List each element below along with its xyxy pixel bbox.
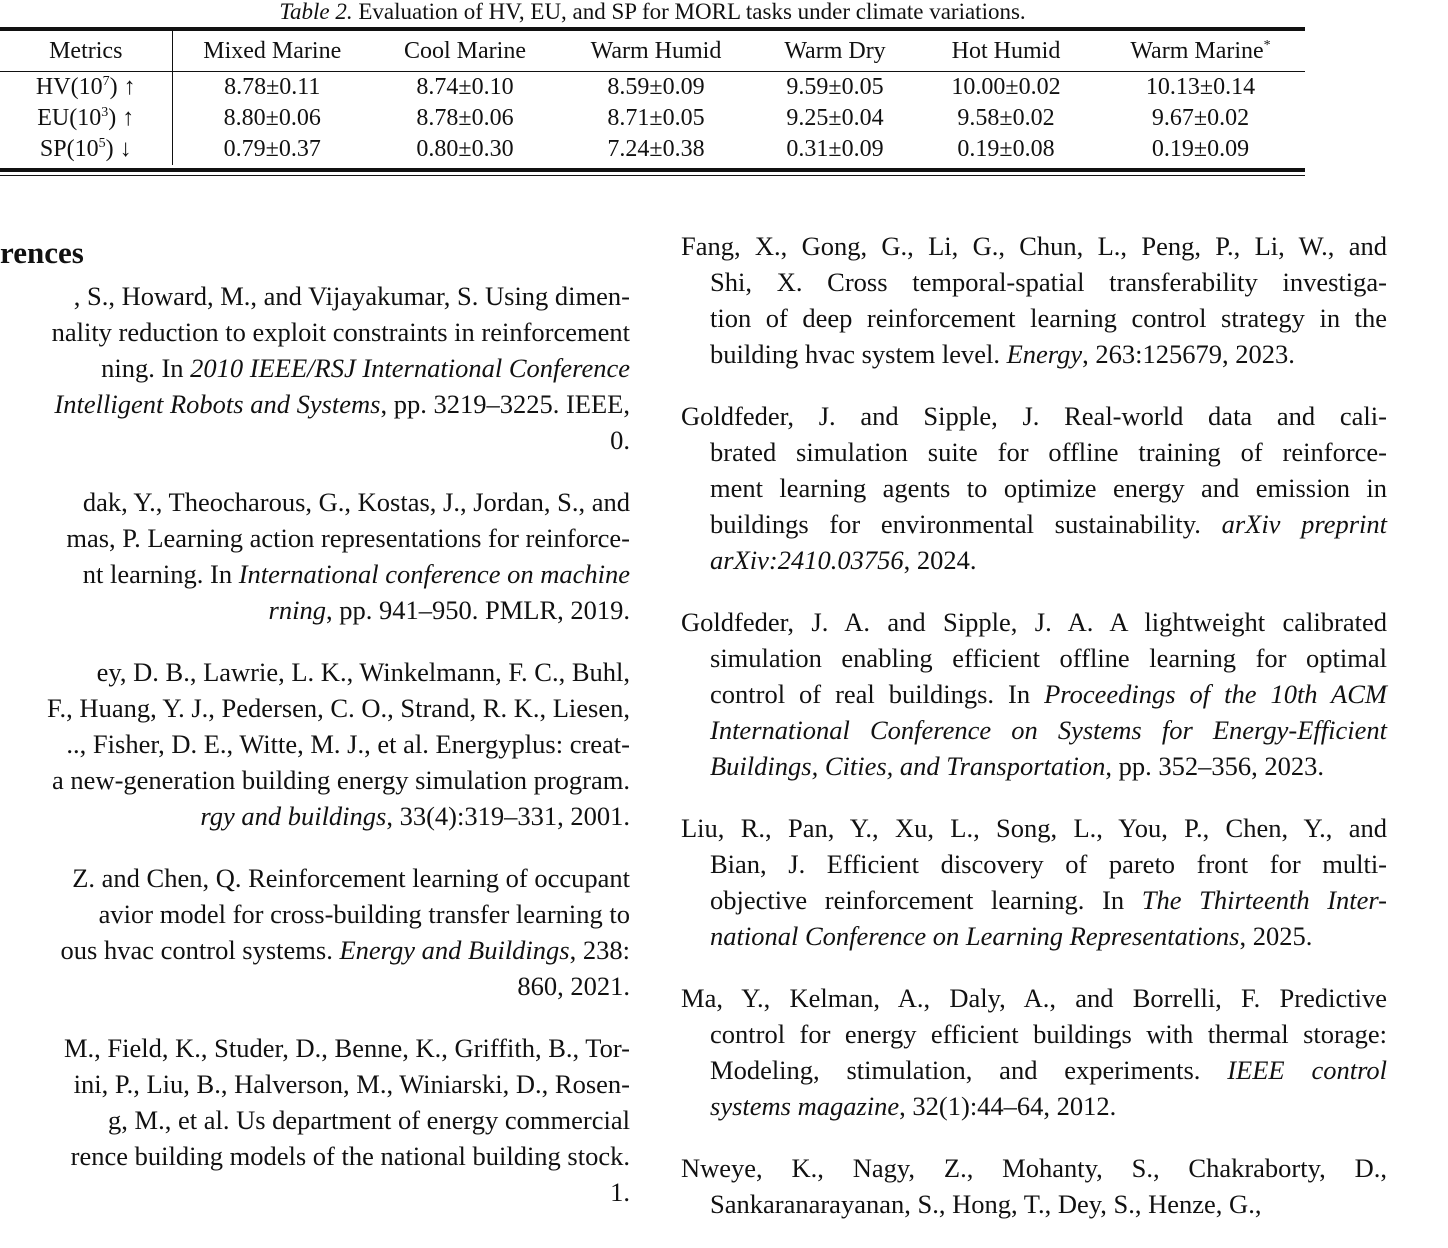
reference-entry xyxy=(0,278,630,458)
reference-line xyxy=(681,748,1387,784)
table-caption-label: Table 2. xyxy=(279,0,353,24)
reference-line xyxy=(0,798,630,834)
reference-line xyxy=(0,932,630,968)
reference-text: , 2025. xyxy=(1239,921,1313,951)
reference-text: ment learning agents to optimize energy and emission in xyxy=(710,473,1387,503)
reference-line xyxy=(681,882,1387,918)
header-cell: Warm Humid xyxy=(590,37,722,64)
reference-text: , 263:125679, 2023. xyxy=(1082,339,1295,369)
reference-line xyxy=(0,278,630,314)
reference-text: Bian, J. Efficient discovery of pareto front for multi- xyxy=(710,849,1387,879)
reference-line xyxy=(681,1088,1387,1124)
value-cell: 8.59±0.09 xyxy=(607,74,705,100)
reference-line xyxy=(681,846,1387,882)
reference-text: F., Huang, Y. J., Pedersen, C. O., Strand, R. K., Liesen, xyxy=(46,693,630,723)
reference-line xyxy=(681,470,1387,506)
references-right-column xyxy=(681,228,1387,1248)
reference-line xyxy=(681,1186,1387,1222)
reference-venue: arXiv:2410.03756 xyxy=(710,545,904,575)
reference-line xyxy=(0,1030,630,1066)
reference-venue: International Conference on Systems for Energy-Efficient xyxy=(710,715,1387,745)
right-reference-list xyxy=(681,228,1387,1222)
metric-direction: ) ↑ xyxy=(109,74,136,100)
reference-text: Modeling, stimulation, and experiments. xyxy=(710,1055,1228,1085)
reference-entry xyxy=(0,484,630,628)
reference-text: a new-generation building energy simulation program. xyxy=(52,765,630,795)
table-body xyxy=(0,72,1305,166)
reference-text: Z. and Chen, Q. Reinforcement learning of occupant xyxy=(72,863,630,893)
results-table-container xyxy=(0,27,1305,176)
reference-text: objective reinforcement learning. In xyxy=(710,885,1142,915)
reference-text: Ma, Y., Kelman, A., Daly, A., and Borrelli, F. Predictive xyxy=(681,983,1387,1013)
reference-text: nt learning. In xyxy=(82,559,239,589)
reference-text: Shi, X. Cross temporal-spatial transferability investiga- xyxy=(710,267,1387,297)
reference-entry xyxy=(681,604,1387,784)
table-caption-text: Evaluation of HV, EU, and SP for MORL tasks under climate variations. xyxy=(352,0,1026,24)
reference-line xyxy=(681,228,1387,264)
reference-text: simulation enabling efficient offline learning for optimal xyxy=(710,643,1387,673)
reference-text: 1. xyxy=(610,1177,630,1207)
metric-direction: ) ↓ xyxy=(105,136,132,162)
reference-venue: systems magazine xyxy=(710,1091,900,1121)
asterisk-marker: * xyxy=(1263,37,1271,53)
table-bottom-rule-2 xyxy=(0,175,1305,176)
reference-venue: The Thirteenth Inter- xyxy=(1141,885,1388,915)
header-cell: Cool Marine xyxy=(404,37,526,64)
reference-line xyxy=(0,1138,630,1174)
reference-text: buildings for environmental sustainability. xyxy=(710,509,1222,539)
reference-line xyxy=(681,918,1387,954)
reference-venue: Energy and Buildings xyxy=(339,935,570,965)
reference-line xyxy=(0,1174,630,1210)
reference-text: Goldfeder, J. A. and Sipple, J. A. A lightweight calibrated xyxy=(681,607,1387,637)
reference-line xyxy=(681,604,1387,640)
metric-exponent: 3 xyxy=(101,105,109,120)
value-cell: 9.25±0.04 xyxy=(786,105,884,131)
table-bottom-rule xyxy=(0,168,1305,172)
reference-text: 0. xyxy=(610,425,630,455)
reference-text: 860, 2021. xyxy=(517,971,630,1001)
reference-line xyxy=(0,726,630,762)
reference-venue: Proceedings of the 10th ACM xyxy=(1044,679,1387,709)
value-cell: 10.00±0.02 xyxy=(951,74,1061,100)
reference-text: tion of deep reinforcement learning control strategy in the xyxy=(710,303,1387,333)
value-cell: 9.67±0.02 xyxy=(1151,105,1250,131)
reference-text: Fang, X., Gong, G., Li, G., Chun, L., Peng, P., Li, W., and xyxy=(681,231,1387,261)
value-cell: 8.71±0.05 xyxy=(607,105,705,131)
reference-text: nality reduction to exploit constraints in reinforcement xyxy=(51,317,630,347)
metric-name: HV(10 xyxy=(35,74,103,100)
value-cell: 8.78±0.06 xyxy=(416,105,514,131)
table-row xyxy=(0,134,1305,165)
value-cell: 0.31±0.09 xyxy=(786,136,884,162)
reference-venue: Intelligent Robots and Systems xyxy=(54,389,381,419)
reference-venue: Energy xyxy=(1006,339,1083,369)
reference-text: control of real buildings. In xyxy=(710,679,1045,709)
reference-line xyxy=(681,542,1387,578)
reference-text: , 32(1):44–64, 2012. xyxy=(899,1091,1117,1121)
reference-line xyxy=(0,654,630,690)
value-cell: 0.79±0.37 xyxy=(223,136,321,162)
header-cell: Warm Dry xyxy=(784,37,886,64)
reference-line xyxy=(0,422,630,458)
reference-venue: Buildings, Cities, and Transportation xyxy=(710,751,1106,781)
reference-text: building hvac system level. xyxy=(710,339,1007,369)
metric-exponent: 7 xyxy=(102,74,110,89)
reference-entry xyxy=(681,398,1387,578)
reference-text: rence building models of the national building stock. xyxy=(70,1141,630,1171)
results-table xyxy=(0,31,1305,165)
reference-line xyxy=(681,1016,1387,1052)
reference-line xyxy=(681,1052,1387,1088)
reference-venue: rning xyxy=(268,595,326,625)
reference-text: ous hvac control systems. xyxy=(60,935,340,965)
metric-direction: ) ↑ xyxy=(108,105,135,131)
reference-text: ning. In xyxy=(101,353,191,383)
reference-text: .., Fisher, D. E., Witte, M. J., et al. Energyplus: creat- xyxy=(66,729,630,759)
value-cell: 8.80±0.06 xyxy=(223,105,321,131)
reference-text: , pp. 3219–3225. IEEE, xyxy=(380,389,630,419)
reference-entry xyxy=(0,654,630,834)
reference-text: , pp. 352–356, 2023. xyxy=(1105,751,1324,781)
reference-text: Sankaranarayanan, S., Hong, T., Dey, S., Henze, G., xyxy=(710,1189,1262,1219)
reference-line xyxy=(681,398,1387,434)
reference-line xyxy=(0,1102,630,1138)
value-cell: 9.59±0.05 xyxy=(786,74,884,100)
reference-entry xyxy=(681,1150,1387,1222)
header-cell: Hot Humid xyxy=(951,37,1061,64)
table-header-row xyxy=(0,31,1305,72)
table-caption xyxy=(0,0,1305,24)
reference-venue: rgy and buildings xyxy=(200,801,387,831)
reference-text: , S., Howard, M., and Vijayakumar, S. Using dimen- xyxy=(73,281,630,311)
reference-text: , 2024. xyxy=(903,545,977,575)
reference-text: control for energy efficient buildings with thermal storage: xyxy=(710,1019,1387,1049)
value-cell: 10.13±0.14 xyxy=(1145,74,1256,100)
reference-text: , 238: xyxy=(569,935,630,965)
value-cell: 0.19±0.08 xyxy=(957,136,1055,162)
reference-line xyxy=(0,1066,630,1102)
reference-line xyxy=(681,640,1387,676)
table-row xyxy=(0,103,1305,134)
reference-venue: national Conference on Learning Representations xyxy=(710,921,1240,951)
value-cell: 0.19±0.09 xyxy=(1151,136,1250,162)
metric-name: EU(10 xyxy=(37,105,102,131)
metric-exponent: 5 xyxy=(98,136,106,151)
references-left-column xyxy=(0,228,630,1236)
reference-line xyxy=(681,980,1387,1016)
reference-entry xyxy=(0,1030,630,1210)
reference-line xyxy=(0,762,630,798)
references-heading: rences xyxy=(0,235,84,270)
metric-cell xyxy=(0,103,172,134)
reference-text: Goldfeder, J. and Sipple, J. Real-world data and cali- xyxy=(681,401,1387,431)
reference-text: ini, P., Liu, B., Halverson, M., Winiarski, D., Rosen- xyxy=(73,1069,630,1099)
reference-line xyxy=(0,690,630,726)
reference-text: , 33(4):319–331, 2001. xyxy=(386,801,630,831)
reference-line xyxy=(681,676,1387,712)
value-cell: 9.58±0.02 xyxy=(957,105,1055,131)
header-cell-last xyxy=(1096,31,1305,72)
reference-line xyxy=(0,314,630,350)
reference-line xyxy=(0,968,630,1004)
reference-line xyxy=(681,300,1387,336)
value-cell: 0.80±0.30 xyxy=(416,136,514,162)
reference-line xyxy=(681,810,1387,846)
reference-line xyxy=(681,434,1387,470)
reference-entry xyxy=(681,980,1387,1124)
reference-line xyxy=(681,712,1387,748)
metric-cell xyxy=(0,72,172,103)
reference-line xyxy=(0,556,630,592)
reference-line xyxy=(681,336,1387,372)
reference-entry xyxy=(0,860,630,1004)
reference-text: mas, P. Learning action representations for reinforce- xyxy=(66,523,630,553)
reference-text: g, M., et al. Us department of energy commercial xyxy=(108,1105,630,1135)
reference-line xyxy=(0,386,630,422)
reference-line xyxy=(681,264,1387,300)
reference-line xyxy=(0,350,630,386)
metric-cell xyxy=(0,134,172,165)
reference-entry xyxy=(681,810,1387,954)
reference-text: dak, Y., Theocharous, G., Kostas, J., Jordan, S., and xyxy=(82,487,630,517)
reference-line xyxy=(681,506,1387,542)
header-cell: Mixed Marine xyxy=(203,37,342,64)
reference-text: brated simulation suite for offline training of reinforce- xyxy=(710,437,1387,467)
reference-text: avior model for cross-building transfer learning to xyxy=(98,899,630,929)
header-cell: Metrics xyxy=(0,31,172,72)
metric-name: SP(10 xyxy=(39,136,99,162)
left-reference-list xyxy=(0,278,630,1210)
value-cell: 8.74±0.10 xyxy=(416,74,514,100)
reference-entry xyxy=(681,228,1387,372)
reference-line xyxy=(0,896,630,932)
reference-text: Liu, R., Pan, Y., Xu, L., Song, L., You, P., Chen, Y., and xyxy=(681,813,1387,843)
reference-text: ey, D. B., Lawrie, L. K., Winkelmann, F. C., Buhl, xyxy=(96,657,630,687)
reference-text: Nweye, K., Nagy, Z., Mohanty, S., Chakraborty, D., xyxy=(681,1153,1387,1183)
value-cell: 7.24±0.38 xyxy=(607,136,705,162)
reference-line xyxy=(681,1150,1387,1186)
reference-venue: International conference on machine xyxy=(238,559,630,589)
reference-text: , pp. 941–950. PMLR, 2019. xyxy=(325,595,630,625)
table-row xyxy=(0,72,1305,103)
reference-venue: 2010 IEEE/RSJ International Conference xyxy=(190,353,630,383)
value-cell: 8.78±0.11 xyxy=(224,74,321,100)
reference-line xyxy=(0,520,630,556)
reference-venue: IEEE control xyxy=(1227,1055,1388,1085)
reference-venue: arXiv preprint xyxy=(1221,509,1387,539)
reference-line xyxy=(0,860,630,896)
reference-line xyxy=(0,592,630,628)
reference-line xyxy=(0,484,630,520)
reference-text: M., Field, K., Studer, D., Benne, K., Griffith, B., Tor- xyxy=(63,1033,630,1063)
header-cell-text: Warm Marine xyxy=(1130,37,1264,64)
